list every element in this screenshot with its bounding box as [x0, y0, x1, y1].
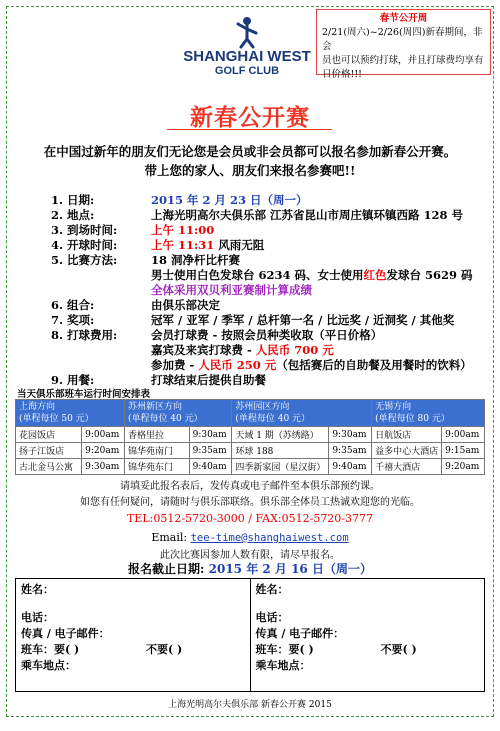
- footer: 上海光明高尔夫俱乐部 新春公开赛 2015: [168, 700, 332, 710]
- spring-notice-box: [316, 9, 491, 80]
- tel-fax: TEL:0512-5720-3000 / FAX:0512-5720-3777: [126, 512, 374, 525]
- notice-title: 春节公开周: [379, 13, 428, 24]
- detail-date: 1. 日期: 2015 年 2 月 23 日（周一）: [51, 193, 308, 207]
- intro-text: [7, 142, 493, 180]
- event-details: [51, 193, 491, 388]
- detail-method: 5. 比赛方法: 18 洞净杆比杆赛: [51, 253, 241, 267]
- intro-line: 带上您的家人、朋友们来报名参赛吧!!: [144, 163, 356, 178]
- flyer: [6, 6, 494, 717]
- intro-line: 在中国过新年的朋友们无论您是会员或非会员都可以报名参加新春公开赛。: [43, 144, 457, 159]
- limited-note: 此次比赛因参加人数有限，请尽早报名。: [160, 550, 340, 561]
- form-column-left: [16, 579, 250, 691]
- schedule-header: 苏州园区方向 (单程每位 40 元）: [232, 400, 372, 427]
- notice-line: 员也可以预约打球，并且打球费均享有: [322, 55, 484, 66]
- detail-grouping: 6. 组合: 由俱乐部决定: [51, 298, 220, 312]
- registration-deadline: 报名截止日期: 2015 年 2 月 16 日（周一）: [128, 562, 372, 576]
- logo-subname: GOLF CLUB: [214, 65, 280, 77]
- title-underline: [167, 129, 332, 130]
- detail-place: 2. 地点: 上海光明高尔夫俱乐部 江苏省昆山市周庄镇环镇西路 128 号: [51, 208, 464, 222]
- detail-scoring: 全体采用双贝利亚赛制计算成绩: [151, 283, 312, 297]
- form-name-field[interactable]: 姓名：: [255, 583, 289, 596]
- form-bus-no[interactable]: 不要( ): [380, 643, 417, 656]
- contact-info: [7, 479, 493, 527]
- detail-fees: 8. 打球费用: 会员打球费 - 按照会员种类收取（平日价格）: [51, 328, 383, 342]
- table-row: 扬子江饭店 9:20am 锦华苑南门 9:35am 环球 188 9:35am 益多中心大酒店 9:15am: [16, 443, 485, 459]
- detail-arrival: 3. 到场时间: 上午 11:00: [51, 223, 215, 237]
- form-phone-field[interactable]: 电话：: [255, 611, 289, 624]
- notice-line: 2/21(周六)~2/26(周四)新春期间，非会: [322, 27, 483, 52]
- schedule-header: 上海方向 (单程每位 50 元）: [16, 400, 125, 427]
- form-bus-no[interactable]: 不要( ): [146, 643, 183, 656]
- club-logo: [157, 15, 337, 77]
- shuttle-schedule-table: [15, 399, 485, 475]
- detail-tee-off: 4. 开球时间: 上午 11:31 风雨无阻: [51, 238, 265, 252]
- notice-line: 日价格!!!: [322, 69, 362, 80]
- schedule-header-row: [16, 400, 485, 427]
- logo-name: SHANGHAI WEST: [183, 48, 311, 65]
- form-fax-email-field[interactable]: 传真 / 电子邮件：: [255, 627, 345, 640]
- form-fax-email-field[interactable]: 传真 / 电子邮件：: [21, 627, 110, 640]
- form-bus-yes[interactable]: 班车：要( ): [255, 643, 314, 656]
- schedule-header: 苏州新区方向 (单程每位 40 元）: [124, 400, 231, 427]
- detail-entry-fee: 参加费 - 人民币 250 元（包括赛后的自助餐及用餐时的饮料）: [151, 358, 472, 372]
- table-row: 古北金马公寓 9:30am 锦华苑东门 9:40am 四季新家园（星汉街） 9:40am 千禧大酒店 9:20am: [16, 459, 485, 475]
- detail-meal: 9. 用餐: 打球结束后提供自助餐: [51, 373, 266, 387]
- registration-form: [15, 578, 485, 692]
- form-name-field[interactable]: 姓名：: [21, 583, 54, 596]
- detail-guest-fee: 嘉宾及来宾打球费 - 人民币 700 元: [151, 343, 334, 357]
- contact-line: 请填妥此报名表后，发传真或电子邮件至本俱乐部预约课。: [120, 481, 380, 492]
- form-bus-yes[interactable]: 班车：要( ): [21, 643, 80, 656]
- table-row: 花园饭店 9:00am 香格里拉 9:30am 天域 1 期（苏绣路） 9:30am 日航饭店 9:00am: [16, 427, 485, 443]
- contact-line: 如您有任何疑问，请随时与俱乐部联络。俱乐部全体员工热诚欢迎您的光临。: [80, 497, 420, 508]
- email-line: Email: tee-time@shanghaiwest.com: [151, 531, 349, 544]
- form-pickup-field[interactable]: 乘车地点：: [21, 659, 76, 672]
- schedule-header: 无锡方向 (单程每位 80 元）: [372, 400, 485, 427]
- shuttle-schedule-title: 当天俱乐部班车运行时间安排表: [17, 389, 151, 400]
- form-column-right: [250, 579, 485, 691]
- page-title: 新春公开赛: [190, 104, 310, 131]
- detail-prizes: 7. 奖项: 冠军 / 亚军 / 季军 / 总杆第一名 / 比远奖 / 近洞奖 / 其他奖: [51, 313, 455, 327]
- email-link[interactable]: tee-time@shanghaiwest.com: [190, 532, 349, 544]
- detail-tees: 男士使用白色发球台 6234 码、女士使用红色发球台 5629 码: [151, 268, 473, 282]
- golfer-logo-icon: [234, 15, 260, 49]
- form-pickup-field[interactable]: 乘车地点：: [255, 659, 311, 672]
- form-phone-field[interactable]: 电话：: [21, 611, 54, 624]
